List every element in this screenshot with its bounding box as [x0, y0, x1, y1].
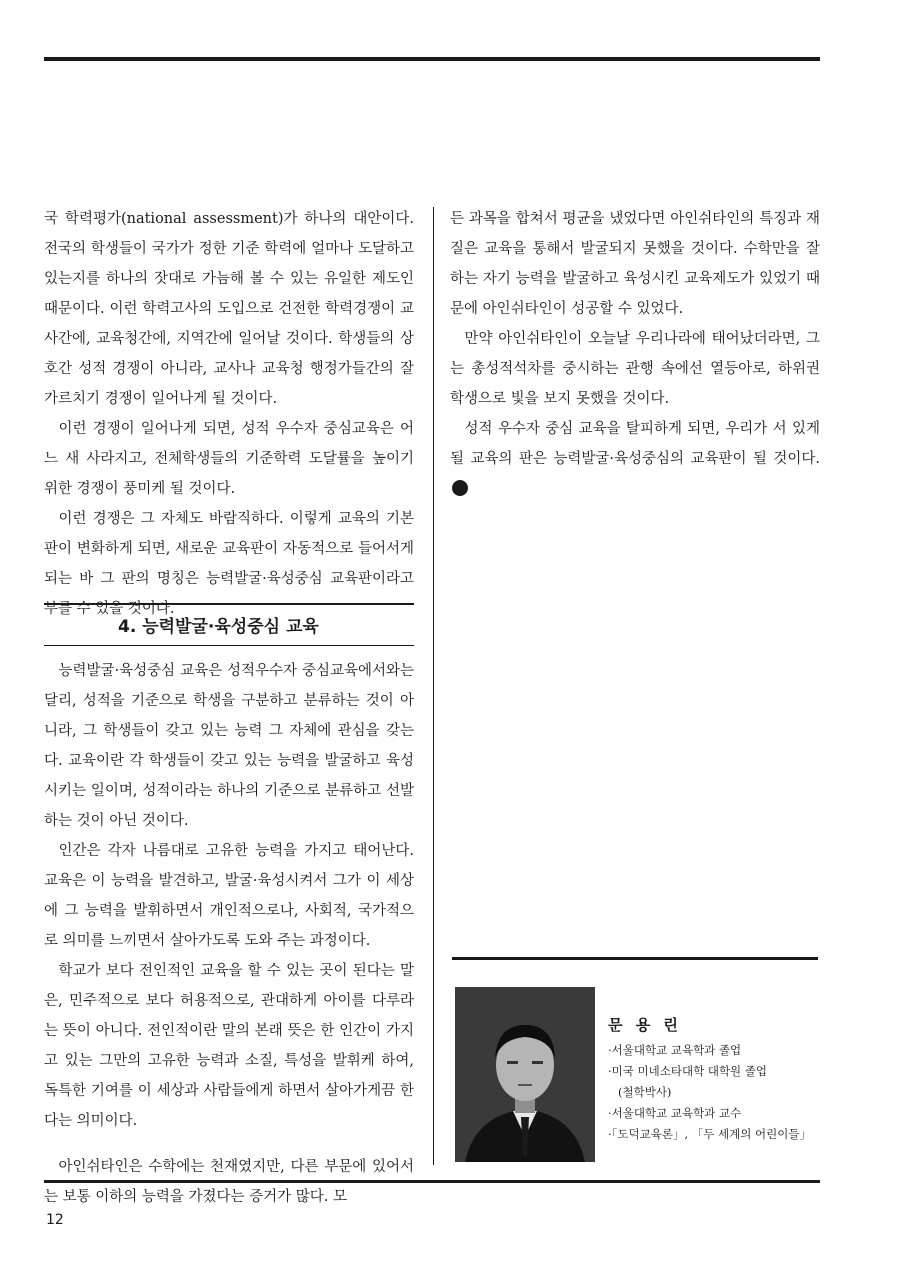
left-column-top	[44, 204, 414, 624]
paragraph: 만약 아인쉬타인이 오늘날 우리나라에 태어났더라면, 그는 총성적석차를 중시하는 관행 속에선 열등아로, 하위권 학생으로 빛을 보지 못했을 것이다.	[450, 331, 820, 407]
paragraph: 국 학력평가(national assessment)가 하나의 대안이다. 전국의 학생들이 국가가 정한 기준 학력에 얼마나 도달하고 있는지를 하나의 잣대로 가늠해 볼 수 있는 유일한 제도인 때문이다. 이런 학력고사의 도입으로 건전한 학력경쟁이 교사간에, 교육청간에, 지역간에 일어날 것이다. 학생들의 상호간 성적 경쟁이 아니라, 교사나 교육청 행정가들간의 잘 가르치기 경쟁이 일어나게 될 것이다.	[44, 211, 414, 407]
section-heading	[44, 603, 414, 646]
paragraph: 인간은 각자 나름대로 고유한 능력을 가지고 태어난다. 교육은 이 능력을 발견하고, 발굴·육성시켜서 그가 이 세상에 그 능력을 발휘하면서 개인적으로나, 사회적, 국가적으로 의미를 느끼면서 살아가도록 도와 주는 과정이다.	[44, 843, 414, 949]
right-column	[450, 204, 820, 504]
bottom-rule	[44, 1180, 820, 1183]
paragraph-text: 성적 우수자 중심 교육을 탈피하게 되면, 우리가 서 있게 될 교육의 판은 능력발굴·육성중심의 교육판이 될 것이다.	[450, 421, 820, 467]
author-name: 문 용 린	[608, 1016, 682, 1034]
paragraph: 든 과목을 합쳐서 평균을 냈었다면 아인쉬타인의 특징과 재질은 교육을 통해서 발굴되지 못했을 것이다. 수학만을 잘하는 자기 능력을 발굴하고 육성시킨 교육제도가 있었기 때문에 아인쉬타인이 성공할 수 있었다.	[450, 211, 820, 317]
section-title: 4. 능력발굴·육성중심 교육	[118, 617, 319, 637]
author-photo	[455, 987, 595, 1162]
top-rule	[44, 57, 820, 61]
column-divider	[433, 207, 434, 1165]
page-number: 12	[46, 1212, 64, 1228]
author-bio-list	[608, 1040, 820, 1145]
bio-item: ·미국 미네소타대학 대학원 졸업	[608, 1064, 768, 1078]
bio-item: ·서울대학교 교육학과 졸업	[608, 1043, 742, 1057]
paragraph: 아인쉬타인은 수학에는 천재였지만, 다른 부문에 있어서는 보통 이하의 능력을 가졌다는 증거가 많다. 모	[44, 1159, 414, 1205]
paragraph: 능력발굴·육성중심 교육은 성적우수자 중심교육에서와는 달리, 성적을 기준으로 학생을 구분하고 분류하는 것이 아니라, 그 학생들이 갖고 있는 능력 그 자체에 관심을 갖는다. 교육이란 각 학생들이 갖고 있는 능력을 발굴하고 육성시키는 일이며, 성적이라는 하나의 기준으로 분류하고 선발하는 것이 아닌 것이다.	[44, 663, 414, 829]
paragraph	[450, 414, 820, 504]
bio-item: (철학박사)	[618, 1085, 672, 1099]
paragraph: 이런 경쟁이 일어나게 되면, 성적 우수자 중심교육은 어느 새 사라지고, 전체학생들의 기준학력 도달률을 높이기 위한 경쟁이 풍미케 될 것이다.	[44, 421, 414, 497]
author-portrait-image	[455, 987, 595, 1162]
bio-item: ·「도덕교육론」, 「두 세계의 어린이들」	[608, 1127, 811, 1141]
bio-item: ·서울대학교 교육학과 교수	[608, 1106, 742, 1120]
bio-rule	[452, 957, 818, 960]
end-mark-icon	[452, 480, 468, 496]
paragraph: 학교가 보다 전인적인 교육을 할 수 있는 곳이 된다는 말은, 민주적으로 보다 허용적으로, 관대하게 아이를 다루라는 뜻이 아니다. 전인적이란 말의 본래 뜻은 한 인간이 가지고 있는 그만의 고유한 능력과 소질, 특성을 발휘케 하여, 독특한 기여를 이 세상과 사람들에게 하면서 살아가게끔 한다는 의미이다.	[44, 963, 414, 1129]
paragraph: 이런 경쟁은 그 자체도 바람직하다. 이렇게 교육의 기본판이 변화하게 되면, 새로운 교육판이 자동적으로 들어서게 되는 바 그 판의 명칭은 능력발굴·육성중심 교육판이라고 부를 수 있을 것이다.	[44, 511, 414, 617]
left-column-section	[44, 656, 414, 1212]
